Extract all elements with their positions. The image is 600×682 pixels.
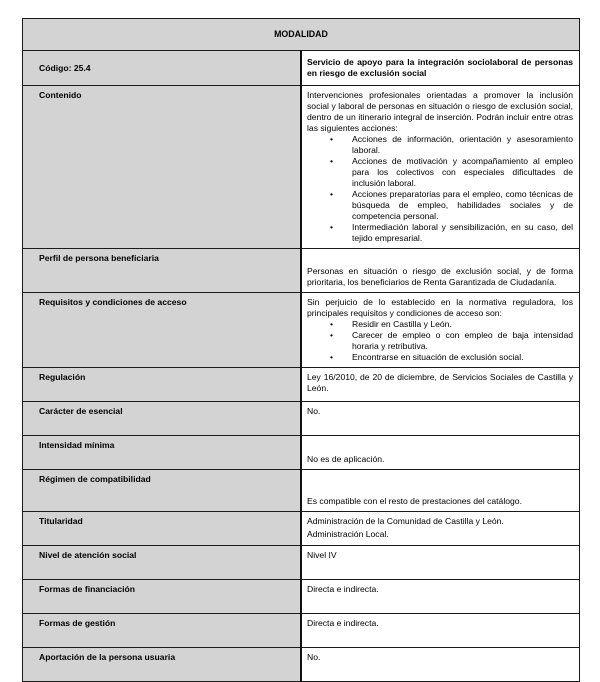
intensidad-value: No es de aplicación. bbox=[301, 436, 580, 470]
contenido-list bbox=[307, 134, 573, 244]
titularidad-line-1: Administración de la Comunidad de Castilla y León. bbox=[307, 516, 504, 526]
contenido-value bbox=[301, 86, 580, 249]
list-item: • Residir en Castilla y León. bbox=[307, 319, 573, 330]
modalidad-table bbox=[22, 18, 580, 682]
regimen-value: Es compatible con el resto de prestaciones del catálogo. bbox=[301, 470, 580, 512]
regulacion-value: Ley 16/2010, de 20 de diciembre, de Servicios Sociales de Castilla y León. bbox=[301, 368, 580, 402]
nivel-value: Nivel IV bbox=[301, 546, 580, 580]
list-item: • Encontrarse en situación de exclusión social. bbox=[307, 352, 573, 363]
perfil-label: Perfil de persona beneficiaria bbox=[23, 249, 302, 293]
titularidad-label: Titularidad bbox=[23, 512, 302, 546]
regimen-row bbox=[23, 470, 580, 512]
codigo-label: Código: 25.4 bbox=[23, 51, 302, 86]
aportacion-value: No. bbox=[301, 648, 580, 682]
titularidad-line-2: Administración Local. bbox=[307, 529, 389, 539]
caracter-row bbox=[23, 402, 580, 436]
titularidad-value bbox=[301, 512, 580, 546]
financiacion-row bbox=[23, 580, 580, 614]
gestion-label: Formas de gestión bbox=[23, 614, 302, 648]
gestion-row bbox=[23, 614, 580, 648]
requisitos-row bbox=[23, 293, 580, 368]
list-item: • Acciones de información, orientación y asesoramiento laboral. bbox=[307, 134, 573, 156]
financiacion-value: Directa e indirecta. bbox=[301, 580, 580, 614]
header-row bbox=[23, 19, 580, 51]
intensidad-row bbox=[23, 436, 580, 470]
financiacion-label: Formas de financiación bbox=[23, 580, 302, 614]
gestion-value: Directa e indirecta. bbox=[301, 614, 580, 648]
nivel-row bbox=[23, 546, 580, 580]
requisitos-label: Requisitos y condiciones de acceso bbox=[23, 293, 302, 368]
aportacion-row bbox=[23, 648, 580, 682]
list-item: • Intermediación laboral y sensibilización, en su caso, del tejido empresarial. bbox=[307, 222, 573, 244]
service-title: Servicio de apoyo para la integración sociolaboral de personas en riesgo de exclusión social bbox=[301, 51, 580, 86]
regimen-label: Régimen de compatibilidad bbox=[23, 470, 302, 512]
aportacion-label: Aportación de la persona usuaria bbox=[23, 648, 302, 682]
intensidad-label: Intensidad mínima bbox=[23, 436, 302, 470]
caracter-value: No. bbox=[301, 402, 580, 436]
table-header: MODALIDAD bbox=[23, 19, 580, 51]
requisitos-list bbox=[307, 319, 573, 363]
perfil-value: Personas en situación o riesgo de exclusión social, y de forma prioritaria, los beneficiarios de Renta Garantizada de Ciudadanía. bbox=[301, 249, 580, 293]
modalidad-sheet bbox=[22, 18, 580, 682]
requisitos-intro: Sin perjuicio de lo establecido en la normativa reguladora, los principales requisitos y condiciones de acceso son: bbox=[307, 297, 573, 318]
regulacion-label: Regulación bbox=[23, 368, 302, 402]
requisitos-value bbox=[301, 293, 580, 368]
list-item: • Acciones de motivación y acompañamiento al empleo para los colectivos con especiales dificultades de inclusión laboral. bbox=[307, 156, 573, 189]
caracter-label: Carácter de esencial bbox=[23, 402, 302, 436]
contenido-intro: Intervenciones profesionales orientadas a promover la inclusión social y laboral de personas en situación o riesgo de exclusión social, dentro de un itinerario integral de inserción. Podrán incluir entre otras las siguientes acciones: bbox=[307, 90, 573, 133]
nivel-label: Nivel de atención social bbox=[23, 546, 302, 580]
contenido-label: Contenido bbox=[23, 86, 302, 249]
perfil-row bbox=[23, 249, 580, 293]
titularidad-row bbox=[23, 512, 580, 546]
contenido-row bbox=[23, 86, 580, 249]
list-item: • Carecer de empleo o con empleo de baja intensidad horaria y retributiva. bbox=[307, 330, 573, 352]
codigo-row bbox=[23, 51, 580, 86]
regulacion-row bbox=[23, 368, 580, 402]
list-item: • Acciones preparatorias para el empleo, como técnicas de búsqueda de empleo, habilidades sociales y de competencia personal. bbox=[307, 189, 573, 222]
